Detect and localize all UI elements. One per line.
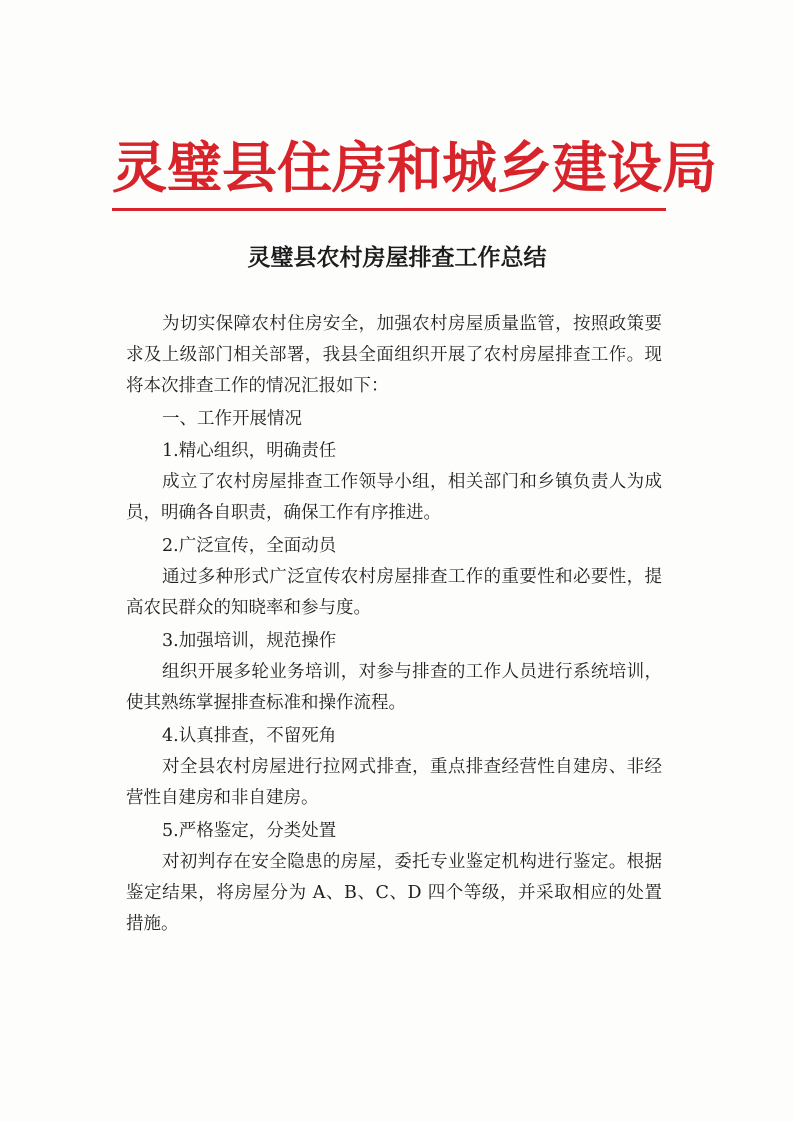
item-5-heading: 5.严格鉴定，分类处置: [162, 821, 337, 841]
item-4-heading: 4.认真排查，不留死角: [162, 726, 337, 746]
item-2-text: 通过多种形式广泛宣传农村房屋排查工作的重要性和必要性，提高农民群众的知晓率和参与度。: [126, 567, 662, 618]
intro-paragraph: 为切实保障农村住房安全，加强农村房屋质量监管，按照政策要求及上级部门相关部署，我县全面组织开展了农村房屋排查工作。现将本次排查工作的情况汇报如下：: [126, 314, 662, 396]
item-3-text: 组织开展多轮业务培训，对参与排查的工作人员进行系统培训，使其熟练掌握排查标准和操作流程。: [126, 662, 662, 713]
item-1-heading: 1.精心组织，明确责任: [162, 441, 337, 461]
section-1-heading: 一、工作开展情况: [162, 409, 302, 429]
item-5-text: 对初判存在安全隐患的房屋，委托专业鉴定机构进行鉴定。根据鉴定结果，将房屋分为 A、B、C、D 四个等级，并采取相应的处置措施。: [126, 852, 662, 934]
item-4-text: 对全县农村房屋进行拉网式排查，重点排查经营性自建房、非经营性自建房和非自建房。: [126, 757, 662, 808]
item-3-heading: 3.加强培训，规范操作: [162, 631, 337, 651]
document-title: 灵璧县农村房屋排查工作总结: [247, 245, 547, 271]
item-2-heading: 2.广泛宣传，全面动员: [162, 536, 337, 556]
letterhead-agency-name: 灵璧县住房和城乡建设局: [112, 136, 718, 200]
item-1-text: 成立了农村房屋排查工作领导小组，相关部门和乡镇负责人为成员，明确各自职责，确保工作有序推进。: [126, 472, 662, 523]
letterhead-red-rule: [112, 208, 666, 211]
